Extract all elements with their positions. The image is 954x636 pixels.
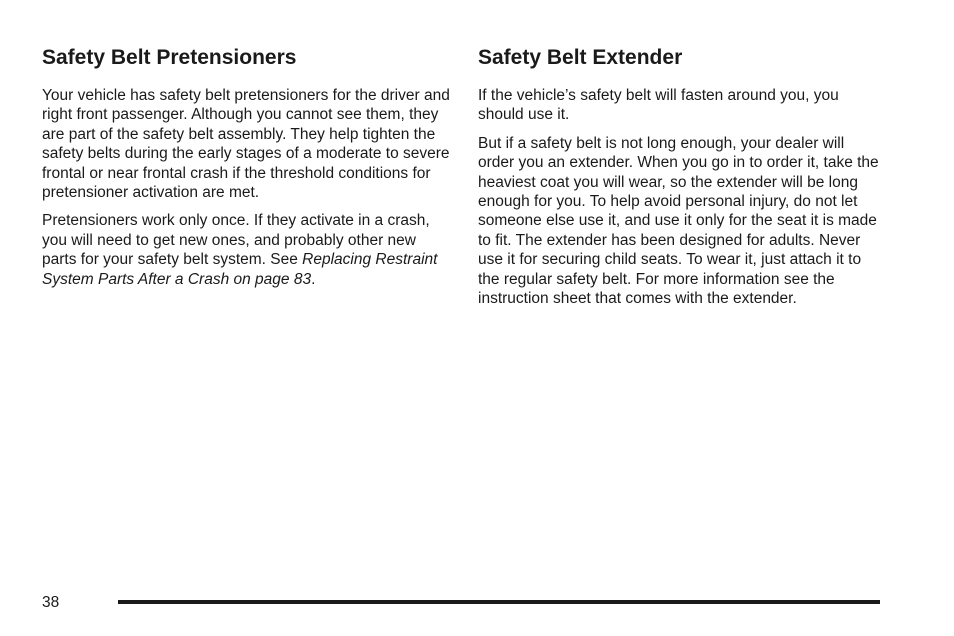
section-safety-belt-extender	[478, 44, 883, 317]
section-heading: Safety Belt Pretensioners	[42, 46, 297, 69]
section-heading: Safety Belt Extender	[478, 46, 683, 69]
paragraph: But if a safety belt is not long enough, your dealer will order you an extender. When you go in to order it, take the heaviest coat you will wear, so the extender will be long enough for you. To help avoid personal injury, do not let someone else use it, and use it only for the seat it is made to fit. The extender has been designed for adults. Never use it for securing child seats. To wear it, just attach it to the regular safety belt. For more information see the instruction sheet that comes with the extender.	[478, 134, 879, 308]
paragraph-text-end: .	[311, 270, 316, 288]
section-safety-belt-pretensioners	[42, 44, 452, 298]
paragraph: Your vehicle has safety belt pretensioners for the driver and right front passenger. Although you cannot see them, they are part of the safety belt assembly. They help tighten the safety belts during the early stages of a moderate to severe frontal or near frontal crash if the threshold conditions for pretensioner activation are met.	[42, 87, 450, 202]
paragraph-text: Pretensioners work only once. If they activate in a crash, you will need to get new ones, and probably other new parts for your safety belt system. See	[42, 212, 430, 269]
paragraph	[42, 211, 452, 289]
page-number: 38	[42, 594, 60, 611]
paragraph: If the vehicle’s safety belt will fasten around you, you should use it.	[478, 87, 839, 124]
cross-reference: Replacing Restraint System Parts After a Crash on page 83	[42, 251, 438, 288]
footer-rule	[118, 600, 880, 604]
